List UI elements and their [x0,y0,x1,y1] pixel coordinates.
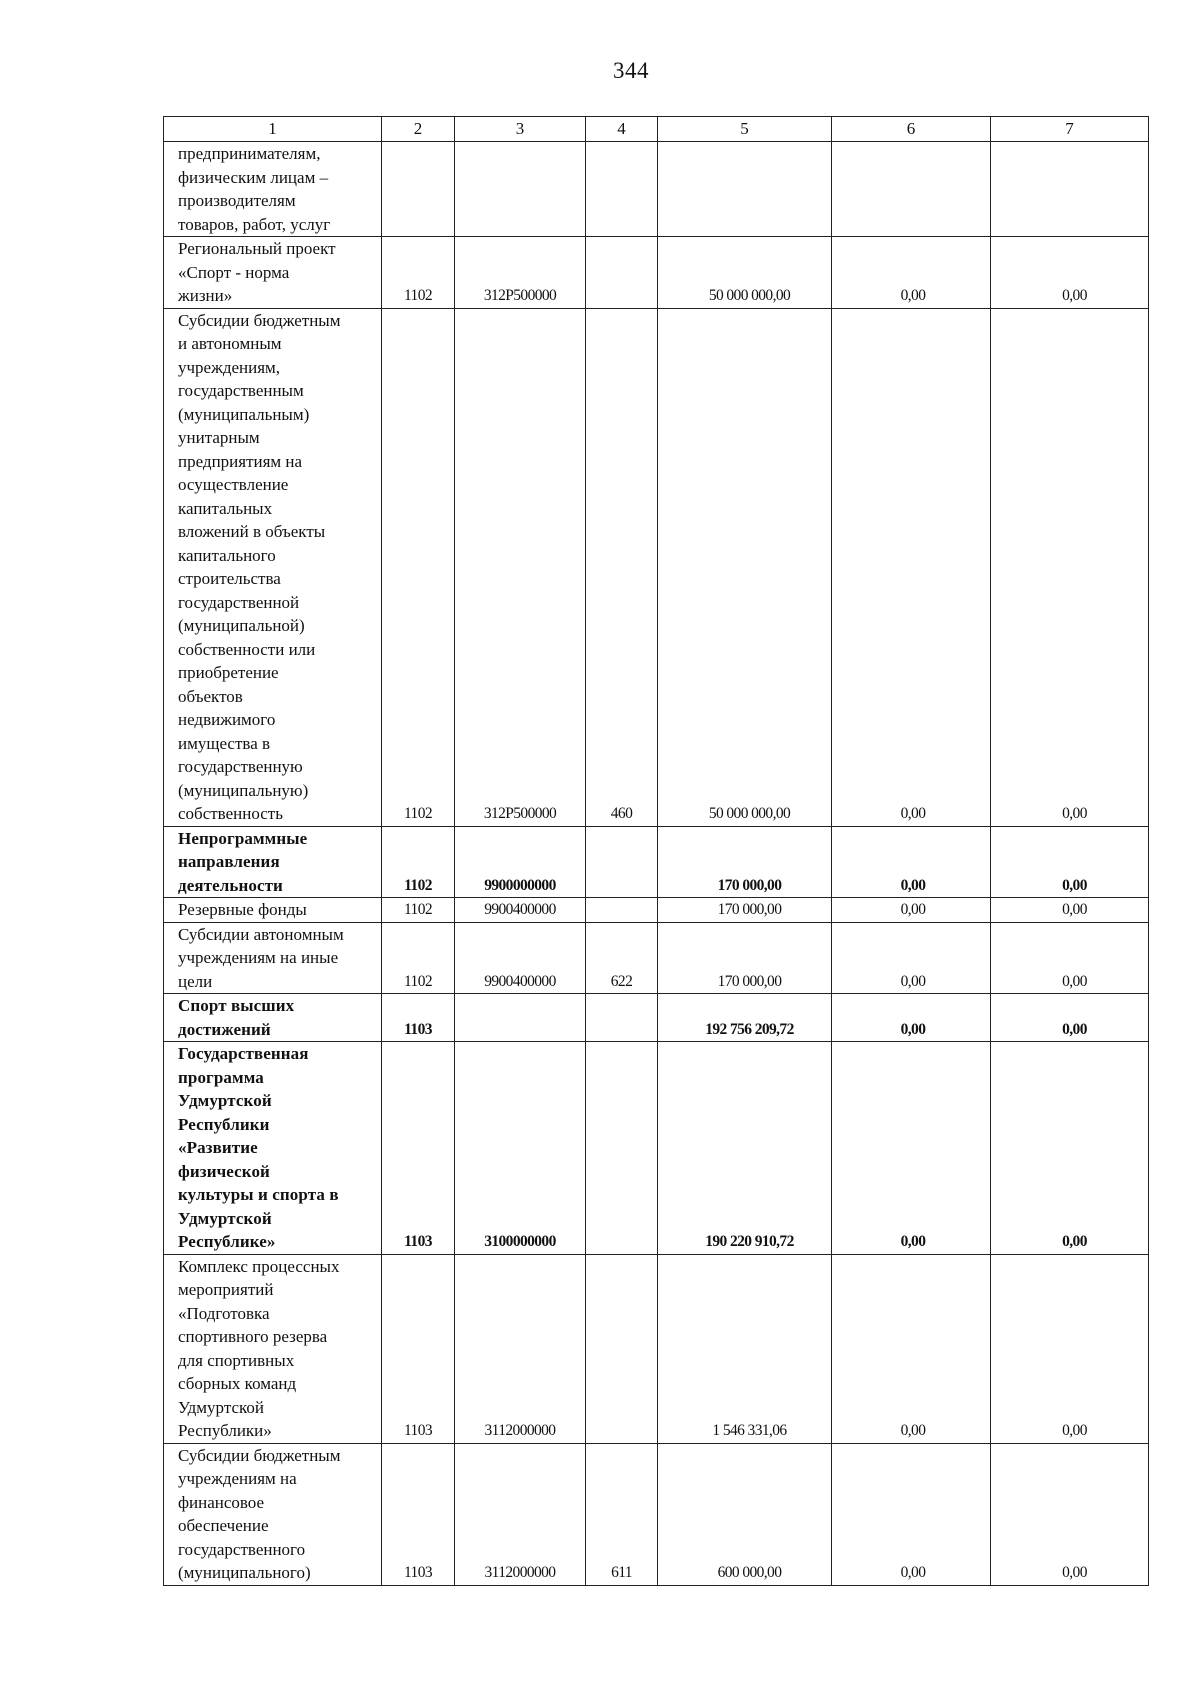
amount-value: 190 220 910,72 [658,1042,832,1255]
amount-value: 0,00 [832,1443,991,1585]
expense-type-code: 611 [586,1443,658,1585]
amount-value: 0,00 [832,237,991,309]
table-row [164,922,1149,994]
target-article-code [455,142,586,237]
target-article-code: 3112000000 [455,1254,586,1443]
section-code: 1102 [382,237,455,309]
expense-type-code [586,237,658,309]
column-header: 7 [991,117,1149,142]
column-header: 3 [455,117,586,142]
amount-value: 0,00 [991,1042,1149,1255]
amount-value [832,142,991,237]
budget-table [163,116,1149,1586]
amount-value: 170 000,00 [658,826,832,898]
table-row [164,994,1149,1042]
row-name: Субсидии бюджетным и автономным учреждениям, государственным (муниципальным) унитарным предприятиям на осуществление капитальных вложений в объекты капитального строительства государственной (муниципальной) собственности или приобретение объектов недвижимого имущества в государственную (муниципальную) собственность [164,308,382,826]
row-name: Спорт высших достижений [164,994,382,1042]
amount-value: 0,00 [991,994,1149,1042]
amount-value: 1 546 331,06 [658,1254,832,1443]
section-code: 1103 [382,1254,455,1443]
amount-value: 0,00 [832,1254,991,1443]
section-code: 1103 [382,1443,455,1585]
row-name: Субсидии бюджетным учреждениям на финансовое обеспечение государственного (муниципального) [164,1443,382,1585]
table-row [164,1443,1149,1585]
row-name: предпринимателям, физическим лицам – производителям товаров, работ, услуг [164,142,382,237]
amount-value: 0,00 [991,898,1149,923]
section-code: 1103 [382,1042,455,1255]
row-name: Непрограммные направления деятельности [164,826,382,898]
target-article-code: 312Р500000 [455,308,586,826]
expense-type-code [586,142,658,237]
amount-value: 600 000,00 [658,1443,832,1585]
row-name: Резервные фонды [164,898,382,923]
row-name: Региональный проект «Спорт - норма жизни» [164,237,382,309]
row-name: Комплекс процессных мероприятий «Подготовка спортивного резерва для спортивных сборных команд Удмуртской Республики» [164,1254,382,1443]
target-article-code: 3100000000 [455,1042,586,1255]
column-header: 2 [382,117,455,142]
expense-type-code: 622 [586,922,658,994]
section-code: 1102 [382,922,455,994]
amount-value: 0,00 [991,1443,1149,1585]
table-row [164,1042,1149,1255]
amount-value: 170 000,00 [658,922,832,994]
amount-value: 0,00 [991,1254,1149,1443]
page-number: 344 [613,58,649,83]
section-code: 1102 [382,826,455,898]
amount-value: 50 000 000,00 [658,237,832,309]
expense-type-code: 460 [586,308,658,826]
row-name: Субсидии автономным учреждениям на иные цели [164,922,382,994]
amount-value: 0,00 [832,1042,991,1255]
section-code: 1102 [382,898,455,923]
target-article-code: 9900400000 [455,922,586,994]
target-article-code: 3112000000 [455,1443,586,1585]
table-row [164,308,1149,826]
amount-value: 0,00 [832,826,991,898]
table-row [164,826,1149,898]
column-header: 4 [586,117,658,142]
expense-type-code [586,994,658,1042]
amount-value [658,142,832,237]
amount-value: 0,00 [991,308,1149,826]
target-article-code: 9900000000 [455,826,586,898]
section-code [382,142,455,237]
amount-value: 0,00 [832,994,991,1042]
column-header: 1 [164,117,382,142]
expense-type-code [586,1042,658,1255]
target-article-code: 9900400000 [455,898,586,923]
amount-value: 170 000,00 [658,898,832,923]
expense-type-code [586,826,658,898]
amount-value [991,142,1149,237]
table-row [164,237,1149,309]
table-row [164,1254,1149,1443]
table-row [164,898,1149,923]
amount-value: 192 756 209,72 [658,994,832,1042]
row-name: Государственная программа Удмуртской Республики «Развитие физической культуры и спорта в Удмуртской Республике» [164,1042,382,1255]
section-code: 1102 [382,308,455,826]
column-header: 6 [832,117,991,142]
table-row [164,142,1149,237]
amount-value: 0,00 [991,922,1149,994]
target-article-code: 312Р500000 [455,237,586,309]
section-code: 1103 [382,994,455,1042]
column-header: 5 [658,117,832,142]
amount-value: 0,00 [991,826,1149,898]
amount-value: 50 000 000,00 [658,308,832,826]
amount-value: 0,00 [832,308,991,826]
table-header-row [164,117,1149,142]
amount-value: 0,00 [991,237,1149,309]
target-article-code [455,994,586,1042]
expense-type-code [586,898,658,923]
amount-value: 0,00 [832,922,991,994]
expense-type-code [586,1254,658,1443]
amount-value: 0,00 [832,898,991,923]
